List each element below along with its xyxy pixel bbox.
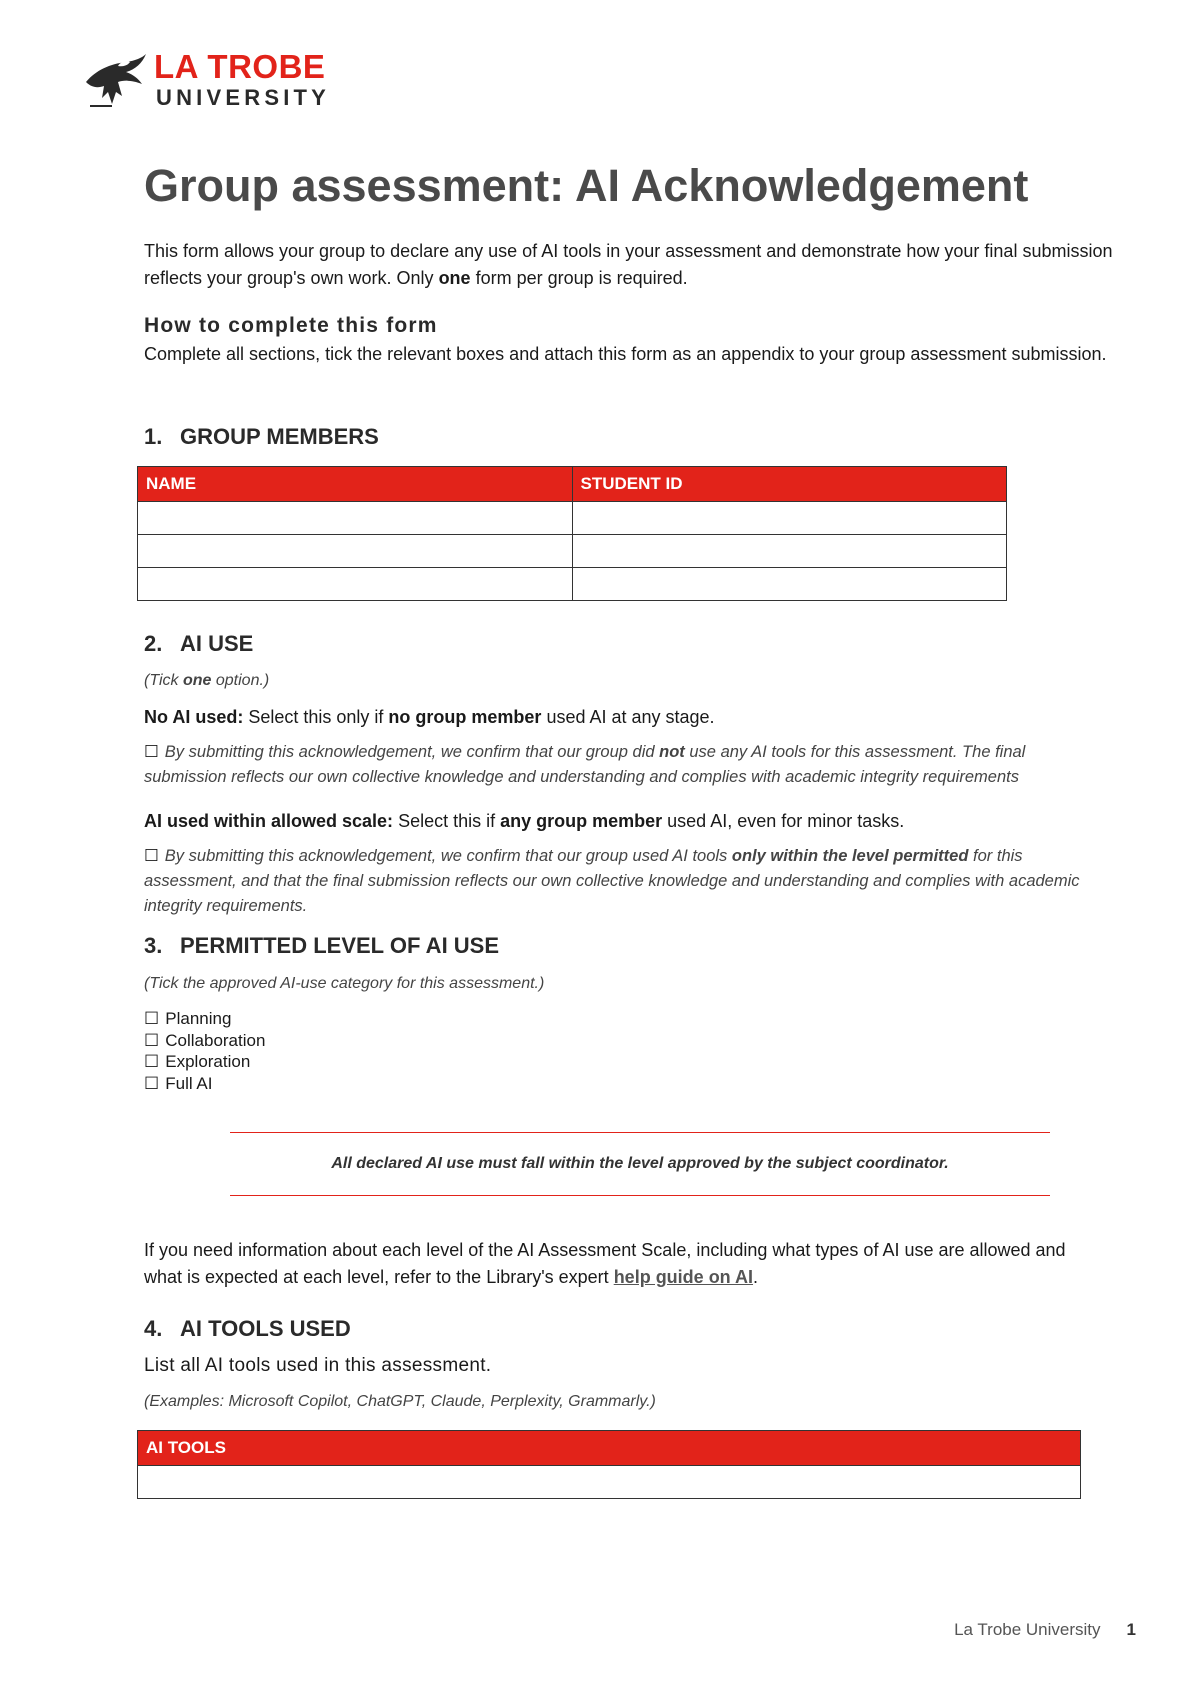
column-header-student-id: STUDENT ID xyxy=(572,467,1007,502)
level-option-collaboration[interactable] xyxy=(144,1030,265,1052)
help-guide-link[interactable]: help guide on AI xyxy=(613,1267,754,1287)
section-4-heading xyxy=(144,1316,351,1342)
option-text: Select this if xyxy=(393,811,501,831)
option-ai-used-statement xyxy=(144,844,1104,919)
intro-emphasis: one xyxy=(438,268,471,288)
checkbox-icon[interactable]: ☐ xyxy=(144,1052,160,1071)
section-1-heading xyxy=(144,424,379,450)
student-id-cell[interactable] xyxy=(572,535,1007,568)
name-cell[interactable] xyxy=(138,535,573,568)
section-2-heading xyxy=(144,631,253,657)
ai-level-checklist xyxy=(144,1008,265,1094)
section-number: 2. xyxy=(144,631,163,656)
info-text-end: . xyxy=(753,1267,759,1287)
option-emphasis: no group member xyxy=(388,707,542,727)
note-text-end: option.) xyxy=(211,672,270,689)
section-number: 1. xyxy=(144,424,163,449)
ai-tools-table xyxy=(137,1430,1081,1499)
university-logo xyxy=(82,48,352,112)
table-header-row xyxy=(138,467,1007,502)
section-number: 3. xyxy=(144,933,163,958)
statement-text-end: for this assessment, and that the final submission reflects our own collective knowledge and understanding and complies with academic integrity requirements. xyxy=(144,847,1080,915)
page-title: Group assessment: AI Acknowledgement xyxy=(144,160,1029,211)
section-4-body: List all AI tools used in this assessment. xyxy=(144,1355,492,1376)
ai-scale-info-paragraph xyxy=(144,1237,1104,1291)
level-option-full-ai[interactable] xyxy=(144,1073,265,1095)
page-footer xyxy=(954,1620,1136,1640)
table-row xyxy=(138,1466,1081,1499)
logo-wordmark-bottom: UNIVERSITY xyxy=(156,85,331,110)
note-emphasis: one xyxy=(182,672,212,689)
option-text-end: used AI, even for minor tasks. xyxy=(662,811,905,831)
section-number: 4. xyxy=(144,1316,163,1341)
table-header-row xyxy=(138,1431,1081,1466)
logo-wordmark-top: LA TROBE xyxy=(154,48,326,85)
level-label: Full AI xyxy=(165,1073,213,1093)
table-row xyxy=(138,535,1007,568)
table-row xyxy=(138,502,1007,535)
section-title: PERMITTED LEVEL OF AI USE xyxy=(180,933,500,958)
page-number: 1 xyxy=(1126,1620,1136,1639)
intro-text: This form allows your group to declare any use of AI tools in your assessment and demonstrate how your final submission reflects your group's own work. Only xyxy=(144,241,1113,288)
how-to-body: Complete all sections, tick the relevant boxes and attach this form as an appendix to your group assessment submission. xyxy=(144,344,1107,364)
statement-text: By submitting this acknowledgement, we confirm that our group used AI tools xyxy=(164,847,732,865)
option-text: Select this only if xyxy=(243,707,389,727)
name-cell[interactable] xyxy=(138,568,573,601)
column-header-ai-tools: AI TOOLS xyxy=(138,1431,1081,1466)
section-title: GROUP MEMBERS xyxy=(180,424,379,449)
note-text: (Tick xyxy=(144,672,183,689)
level-label: Exploration xyxy=(165,1052,251,1071)
group-members-table xyxy=(137,466,1007,601)
student-id-cell[interactable] xyxy=(572,568,1007,601)
statement-emphasis: not xyxy=(659,743,685,761)
section-3-heading xyxy=(144,933,499,959)
option-text-end: used AI at any stage. xyxy=(541,707,715,727)
ai-used-checkbox[interactable]: ☐ xyxy=(144,847,159,865)
no-ai-checkbox[interactable]: ☐ xyxy=(144,743,159,761)
checkbox-icon[interactable]: ☐ xyxy=(144,1009,160,1028)
level-label: Collaboration xyxy=(165,1030,266,1050)
info-text: If you need information about each level of the AI Assessment Scale, including what types of AI use are allowed and what is expected at each level, refer to the Library's expert xyxy=(144,1240,1066,1287)
intro-paragraph xyxy=(144,238,1134,292)
section-title: AI USE xyxy=(180,631,254,656)
student-id-cell[interactable] xyxy=(572,502,1007,535)
checkbox-icon[interactable]: ☐ xyxy=(144,1073,160,1093)
level-label: Planning xyxy=(165,1009,232,1028)
option-label: AI used within allowed scale: xyxy=(144,811,394,831)
section-2-instruction xyxy=(144,672,269,690)
callout-note: All declared AI use must fall within the level approved by the subject coordinator. xyxy=(230,1132,1050,1196)
name-cell[interactable] xyxy=(138,502,573,535)
statement-text-end: use any AI tools for this assessment. The final submission reflects our own collective knowledge and understanding and complies with academic integrity requirements xyxy=(144,743,1026,786)
column-header-name: NAME xyxy=(138,467,573,502)
option-no-ai-statement xyxy=(144,740,1104,790)
intro-text-end: form per group is required. xyxy=(470,268,688,288)
level-option-planning[interactable] xyxy=(144,1008,265,1030)
checkbox-icon[interactable]: ☐ xyxy=(144,1030,160,1050)
ai-tools-cell[interactable] xyxy=(138,1466,1081,1499)
level-option-exploration[interactable] xyxy=(144,1051,265,1073)
table-row xyxy=(138,568,1007,601)
statement-emphasis: only within the level permitted xyxy=(731,847,969,865)
eagle-logo-icon xyxy=(82,52,148,110)
section-4-examples: (Examples: Microsoft Copilot, ChatGPT, Claude, Perplexity, Grammarly.) xyxy=(144,1393,656,1410)
option-no-ai-title xyxy=(144,707,715,728)
option-label: No AI used: xyxy=(144,707,244,727)
option-emphasis: any group member xyxy=(500,811,663,831)
how-to-heading: How to complete this form xyxy=(144,314,438,337)
footer-text: La Trobe University xyxy=(954,1620,1101,1639)
statement-text: By submitting this acknowledgement, we confirm that our group did xyxy=(164,743,660,761)
section-title: AI TOOLS USED xyxy=(180,1316,351,1341)
option-ai-used-title xyxy=(144,811,904,832)
section-3-instruction: (Tick the approved AI-use category for this assessment.) xyxy=(144,975,545,992)
